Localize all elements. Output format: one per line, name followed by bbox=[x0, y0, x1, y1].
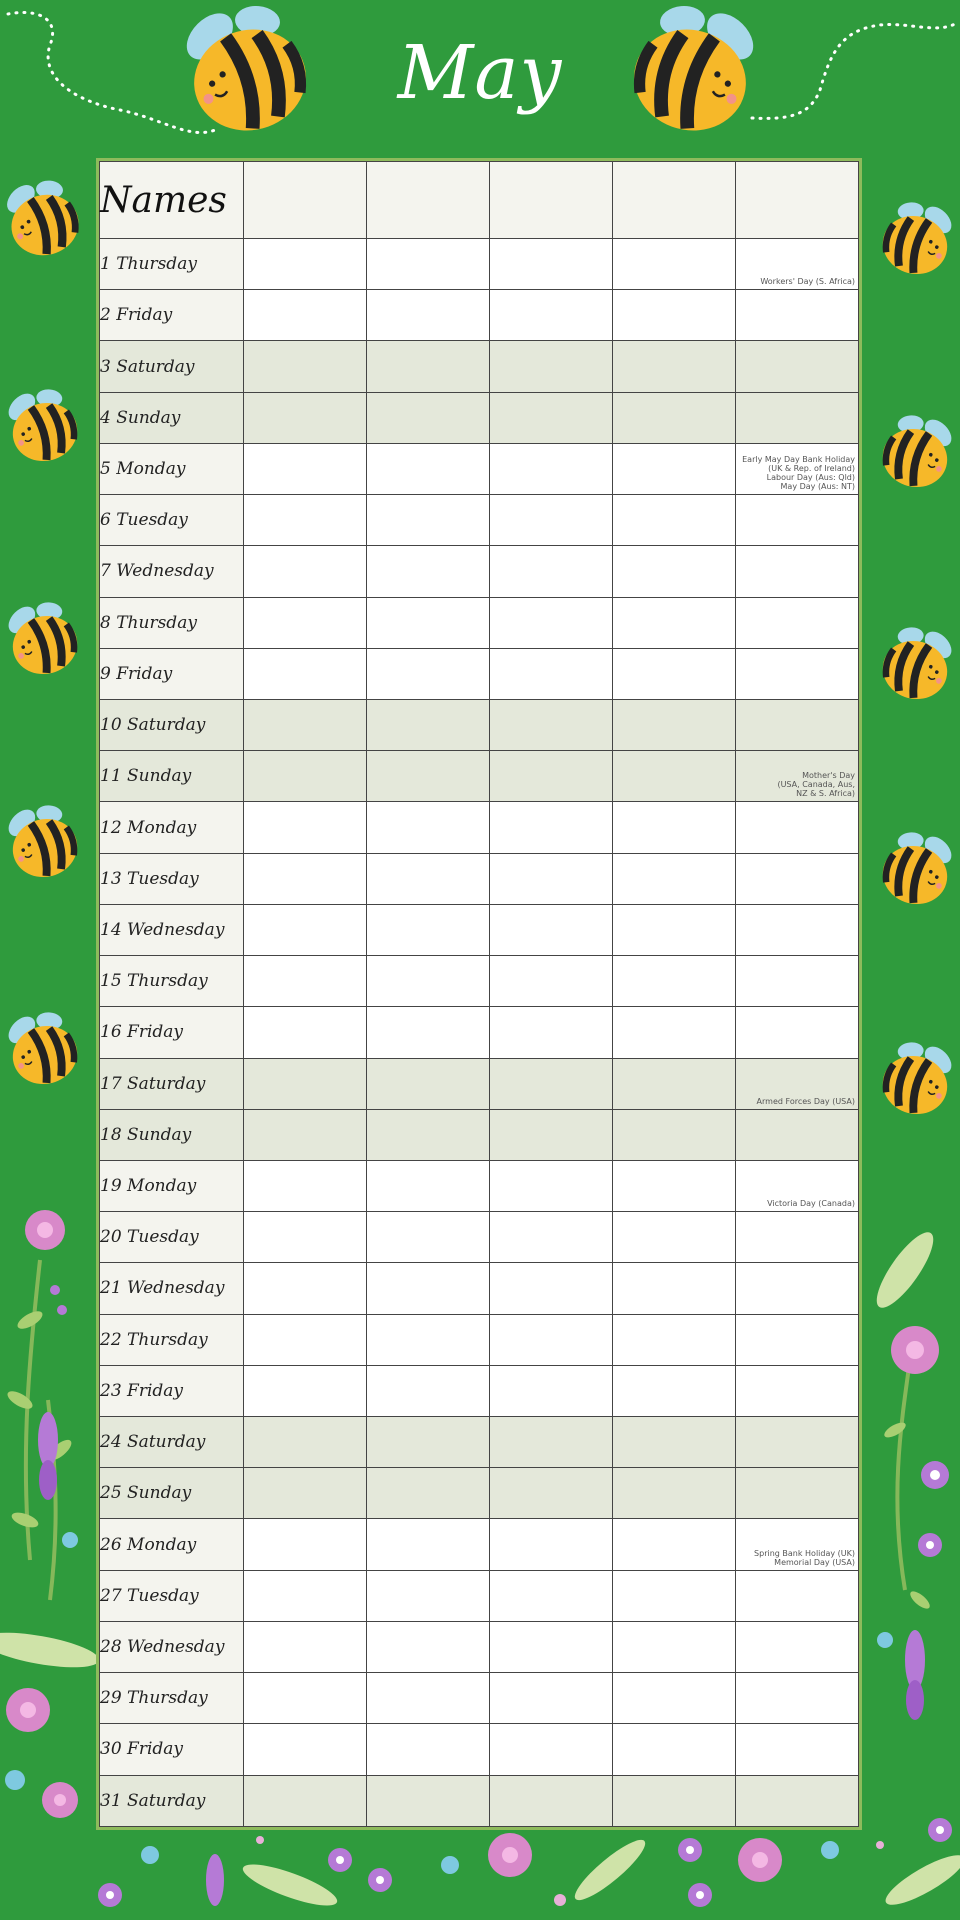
entry-cell[interactable] bbox=[613, 1212, 736, 1263]
entry-cell[interactable] bbox=[244, 1314, 367, 1365]
entry-cell[interactable] bbox=[490, 1468, 613, 1519]
day-row bbox=[100, 1570, 859, 1621]
entry-cell[interactable] bbox=[613, 239, 736, 290]
day-row bbox=[100, 546, 859, 597]
day-row bbox=[100, 1417, 859, 1468]
entry-cell[interactable] bbox=[244, 1519, 367, 1570]
holiday-note: Workers' Day (S. Africa) bbox=[760, 277, 855, 287]
day-row bbox=[100, 1109, 859, 1160]
entry-cell[interactable] bbox=[367, 239, 490, 290]
entry-cell[interactable] bbox=[367, 1160, 490, 1211]
day-row bbox=[100, 1263, 859, 1314]
entry-cell[interactable] bbox=[490, 443, 613, 494]
entry-cell[interactable] bbox=[244, 1109, 367, 1160]
entry-cell[interactable] bbox=[490, 904, 613, 955]
entry-cell[interactable] bbox=[613, 1673, 736, 1724]
entry-cell[interactable] bbox=[736, 392, 859, 443]
day-label: 26 Monday bbox=[100, 1519, 244, 1570]
entry-cell[interactable] bbox=[613, 751, 736, 802]
entry-cell[interactable] bbox=[736, 443, 859, 494]
entry-cell[interactable] bbox=[244, 1724, 367, 1775]
day-row bbox=[100, 648, 859, 699]
entry-cell[interactable] bbox=[244, 341, 367, 392]
entry-cell[interactable] bbox=[490, 392, 613, 443]
entry-cell[interactable] bbox=[613, 546, 736, 597]
entry-cell[interactable] bbox=[736, 1621, 859, 1672]
day-row bbox=[100, 597, 859, 648]
names-header: Names bbox=[100, 162, 244, 239]
day-row bbox=[100, 802, 859, 853]
name-column-4[interactable] bbox=[613, 162, 736, 239]
entry-cell[interactable] bbox=[736, 853, 859, 904]
entry-cell[interactable] bbox=[736, 956, 859, 1007]
entry-cell[interactable] bbox=[490, 1058, 613, 1109]
day-label: 23 Friday bbox=[100, 1365, 244, 1416]
entry-cell[interactable] bbox=[736, 290, 859, 341]
entry-cell[interactable] bbox=[367, 392, 490, 443]
day-label: 21 Wednesday bbox=[100, 1263, 244, 1314]
entry-cell[interactable] bbox=[736, 1673, 859, 1724]
entry-cell[interactable] bbox=[244, 802, 367, 853]
day-label: 10 Saturday bbox=[100, 699, 244, 750]
entry-cell[interactable] bbox=[244, 1058, 367, 1109]
entry-cell[interactable] bbox=[736, 1724, 859, 1775]
bottom-flowers bbox=[98, 1833, 884, 1914]
holiday-note: Mother's Day (USA, Canada, Aus, NZ & S. Africa) bbox=[777, 771, 855, 799]
day-label: 7 Wednesday bbox=[100, 546, 244, 597]
entry-cell[interactable] bbox=[613, 1058, 736, 1109]
entry-cell[interactable] bbox=[490, 1212, 613, 1263]
day-row bbox=[100, 1673, 859, 1724]
entry-cell[interactable] bbox=[736, 1468, 859, 1519]
entry-cell[interactable] bbox=[736, 1263, 859, 1314]
entry-cell[interactable] bbox=[244, 546, 367, 597]
holiday-note: Spring Bank Holiday (UK) Memorial Day (USA) bbox=[754, 1548, 855, 1567]
day-label: 2 Friday bbox=[100, 290, 244, 341]
day-row bbox=[100, 853, 859, 904]
entry-cell[interactable] bbox=[367, 495, 490, 546]
entry-cell[interactable] bbox=[490, 546, 613, 597]
day-row bbox=[100, 699, 859, 750]
day-row bbox=[100, 1468, 859, 1519]
entry-cell[interactable] bbox=[490, 1621, 613, 1672]
day-row bbox=[100, 751, 859, 802]
entry-cell[interactable] bbox=[367, 956, 490, 1007]
entry-cell[interactable] bbox=[613, 648, 736, 699]
entry-cell[interactable] bbox=[244, 1365, 367, 1416]
entry-cell[interactable] bbox=[490, 1673, 613, 1724]
name-column-5[interactable] bbox=[736, 162, 859, 239]
entry-cell[interactable] bbox=[244, 495, 367, 546]
day-label: 31 Saturday bbox=[100, 1775, 244, 1826]
entry-cell[interactable] bbox=[367, 853, 490, 904]
entry-cell[interactable] bbox=[613, 1109, 736, 1160]
day-label: 19 Monday bbox=[100, 1160, 244, 1211]
entry-cell[interactable] bbox=[613, 904, 736, 955]
calendar-table bbox=[96, 158, 862, 1830]
entry-cell[interactable] bbox=[244, 1212, 367, 1263]
entry-cell[interactable] bbox=[736, 1365, 859, 1416]
entry-cell[interactable] bbox=[490, 751, 613, 802]
month-title: May bbox=[397, 30, 563, 116]
entry-cell[interactable] bbox=[736, 495, 859, 546]
entry-cell[interactable] bbox=[367, 1314, 490, 1365]
entry-cell[interactable] bbox=[613, 290, 736, 341]
day-row bbox=[100, 1519, 859, 1570]
entry-cell[interactable] bbox=[613, 1314, 736, 1365]
entry-cell[interactable] bbox=[490, 495, 613, 546]
entry-cell[interactable] bbox=[367, 648, 490, 699]
name-column-3[interactable] bbox=[490, 162, 613, 239]
entry-cell[interactable] bbox=[613, 597, 736, 648]
entry-cell[interactable] bbox=[490, 802, 613, 853]
entry-cell[interactable] bbox=[367, 341, 490, 392]
day-label: 15 Thursday bbox=[100, 956, 244, 1007]
entry-cell[interactable] bbox=[736, 546, 859, 597]
entry-cell[interactable] bbox=[244, 1775, 367, 1826]
entry-cell[interactable] bbox=[736, 239, 859, 290]
name-column-1[interactable] bbox=[244, 162, 367, 239]
entry-cell[interactable] bbox=[736, 1570, 859, 1621]
entry-cell[interactable] bbox=[490, 1570, 613, 1621]
entry-cell[interactable] bbox=[367, 1468, 490, 1519]
day-row bbox=[100, 1314, 859, 1365]
entry-cell[interactable] bbox=[244, 904, 367, 955]
entry-cell[interactable] bbox=[367, 290, 490, 341]
entry-cell[interactable] bbox=[490, 956, 613, 1007]
entry-cell[interactable] bbox=[736, 1417, 859, 1468]
day-label: 25 Sunday bbox=[100, 1468, 244, 1519]
entry-cell[interactable] bbox=[736, 1775, 859, 1826]
entry-cell[interactable] bbox=[613, 1007, 736, 1058]
entry-cell[interactable] bbox=[613, 1519, 736, 1570]
entry-cell[interactable] bbox=[736, 1160, 859, 1211]
day-row bbox=[100, 290, 859, 341]
entry-cell[interactable] bbox=[736, 1109, 859, 1160]
entry-cell[interactable] bbox=[490, 1263, 613, 1314]
entry-cell[interactable] bbox=[367, 1724, 490, 1775]
day-row bbox=[100, 1058, 859, 1109]
entry-cell[interactable] bbox=[490, 341, 613, 392]
entry-cell[interactable] bbox=[367, 1263, 490, 1314]
entry-cell[interactable] bbox=[736, 597, 859, 648]
day-row bbox=[100, 956, 859, 1007]
day-row bbox=[100, 443, 859, 494]
entry-cell[interactable] bbox=[244, 699, 367, 750]
entry-cell[interactable] bbox=[490, 1417, 613, 1468]
entry-cell[interactable] bbox=[367, 1365, 490, 1416]
day-label: 1 Thursday bbox=[100, 239, 244, 290]
entry-cell[interactable] bbox=[244, 290, 367, 341]
entry-cell[interactable] bbox=[490, 1775, 613, 1826]
entry-cell[interactable] bbox=[244, 1673, 367, 1724]
entry-cell[interactable] bbox=[367, 751, 490, 802]
day-label: 18 Sunday bbox=[100, 1109, 244, 1160]
entry-cell[interactable] bbox=[736, 802, 859, 853]
entry-cell[interactable] bbox=[490, 1365, 613, 1416]
day-row bbox=[100, 1007, 859, 1058]
entry-cell[interactable] bbox=[490, 1007, 613, 1058]
entry-cell[interactable] bbox=[613, 1417, 736, 1468]
left-flowers bbox=[0, 1210, 102, 1818]
entry-cell[interactable] bbox=[613, 1724, 736, 1775]
day-label: 28 Wednesday bbox=[100, 1621, 244, 1672]
entry-cell[interactable] bbox=[244, 1621, 367, 1672]
entry-cell[interactable] bbox=[490, 648, 613, 699]
entry-cell[interactable] bbox=[367, 443, 490, 494]
day-label: 14 Wednesday bbox=[100, 904, 244, 955]
day-row bbox=[100, 1621, 859, 1672]
entry-cell[interactable] bbox=[244, 597, 367, 648]
entry-cell[interactable] bbox=[244, 1007, 367, 1058]
entry-cell[interactable] bbox=[613, 1263, 736, 1314]
day-label: 11 Sunday bbox=[100, 751, 244, 802]
entry-cell[interactable] bbox=[613, 853, 736, 904]
day-row bbox=[100, 239, 859, 290]
entry-cell[interactable] bbox=[367, 597, 490, 648]
entry-cell[interactable] bbox=[367, 802, 490, 853]
entry-cell[interactable] bbox=[613, 699, 736, 750]
entry-cell[interactable] bbox=[367, 1673, 490, 1724]
day-row bbox=[100, 341, 859, 392]
day-row bbox=[100, 1160, 859, 1211]
entry-cell[interactable] bbox=[367, 1621, 490, 1672]
entry-cell[interactable] bbox=[490, 853, 613, 904]
entry-cell[interactable] bbox=[244, 1468, 367, 1519]
name-column-2[interactable] bbox=[367, 162, 490, 239]
entry-cell[interactable] bbox=[367, 546, 490, 597]
entry-cell[interactable] bbox=[736, 648, 859, 699]
entry-cell[interactable] bbox=[367, 699, 490, 750]
entry-cell[interactable] bbox=[244, 1263, 367, 1314]
entry-cell[interactable] bbox=[613, 1468, 736, 1519]
day-row bbox=[100, 392, 859, 443]
entry-cell[interactable] bbox=[490, 239, 613, 290]
entry-cell[interactable] bbox=[367, 1775, 490, 1826]
day-row bbox=[100, 1365, 859, 1416]
entry-cell[interactable] bbox=[736, 1007, 859, 1058]
day-label: 12 Monday bbox=[100, 802, 244, 853]
entry-cell[interactable] bbox=[367, 904, 490, 955]
day-label: 3 Saturday bbox=[100, 341, 244, 392]
entry-cell[interactable] bbox=[490, 1724, 613, 1775]
day-label: 5 Monday bbox=[100, 443, 244, 494]
entry-cell[interactable] bbox=[613, 1365, 736, 1416]
entry-cell[interactable] bbox=[736, 1519, 859, 1570]
entry-cell[interactable] bbox=[736, 699, 859, 750]
entry-cell[interactable] bbox=[244, 853, 367, 904]
entry-cell[interactable] bbox=[367, 1570, 490, 1621]
entry-cell[interactable] bbox=[736, 1314, 859, 1365]
day-label: 6 Tuesday bbox=[100, 495, 244, 546]
entry-cell[interactable] bbox=[244, 751, 367, 802]
entry-cell[interactable] bbox=[367, 1007, 490, 1058]
entry-cell[interactable] bbox=[736, 904, 859, 955]
entry-cell[interactable] bbox=[367, 1417, 490, 1468]
header-row bbox=[100, 162, 859, 239]
entry-cell[interactable] bbox=[736, 1058, 859, 1109]
entry-cell[interactable] bbox=[613, 495, 736, 546]
entry-cell[interactable] bbox=[490, 1109, 613, 1160]
entry-cell[interactable] bbox=[367, 1212, 490, 1263]
day-label: 16 Friday bbox=[100, 1007, 244, 1058]
entry-cell[interactable] bbox=[736, 751, 859, 802]
day-label: 9 Friday bbox=[100, 648, 244, 699]
holiday-note: Armed Forces Day (USA) bbox=[756, 1096, 855, 1106]
day-label: 17 Saturday bbox=[100, 1058, 244, 1109]
entry-cell[interactable] bbox=[490, 699, 613, 750]
day-label: 20 Tuesday bbox=[100, 1212, 244, 1263]
entry-cell[interactable] bbox=[244, 239, 367, 290]
day-label: 24 Saturday bbox=[100, 1417, 244, 1468]
holiday-note: Victoria Day (Canada) bbox=[767, 1199, 855, 1209]
right-flowers bbox=[868, 1225, 960, 1913]
entry-cell[interactable] bbox=[736, 1212, 859, 1263]
entry-cell[interactable] bbox=[244, 443, 367, 494]
entry-cell[interactable] bbox=[244, 1160, 367, 1211]
entry-cell[interactable] bbox=[613, 1621, 736, 1672]
day-label: 13 Tuesday bbox=[100, 853, 244, 904]
entry-cell[interactable] bbox=[613, 392, 736, 443]
day-row bbox=[100, 1212, 859, 1263]
entry-cell[interactable] bbox=[613, 1570, 736, 1621]
entry-cell[interactable] bbox=[613, 802, 736, 853]
entry-cell[interactable] bbox=[367, 1058, 490, 1109]
entry-cell[interactable] bbox=[736, 341, 859, 392]
entry-cell[interactable] bbox=[244, 956, 367, 1007]
entry-cell[interactable] bbox=[490, 1314, 613, 1365]
day-row bbox=[100, 1775, 859, 1826]
day-label: 8 Thursday bbox=[100, 597, 244, 648]
entry-cell[interactable] bbox=[490, 597, 613, 648]
day-label: 22 Thursday bbox=[100, 1314, 244, 1365]
day-label: 30 Friday bbox=[100, 1724, 244, 1775]
entry-cell[interactable] bbox=[490, 290, 613, 341]
entry-cell[interactable] bbox=[613, 1160, 736, 1211]
day-label: 29 Thursday bbox=[100, 1673, 244, 1724]
day-row bbox=[100, 904, 859, 955]
entry-cell[interactable] bbox=[613, 341, 736, 392]
day-label: 27 Tuesday bbox=[100, 1570, 244, 1621]
entry-cell[interactable] bbox=[244, 1417, 367, 1468]
entry-cell[interactable] bbox=[613, 956, 736, 1007]
day-row bbox=[100, 1724, 859, 1775]
entry-cell[interactable] bbox=[613, 443, 736, 494]
entry-cell[interactable] bbox=[367, 1519, 490, 1570]
entry-cell[interactable] bbox=[244, 392, 367, 443]
entry-cell[interactable] bbox=[613, 1775, 736, 1826]
entry-cell[interactable] bbox=[490, 1160, 613, 1211]
entry-cell[interactable] bbox=[490, 1519, 613, 1570]
day-row bbox=[100, 495, 859, 546]
entry-cell[interactable] bbox=[244, 648, 367, 699]
entry-cell[interactable] bbox=[244, 1570, 367, 1621]
day-label: 4 Sunday bbox=[100, 392, 244, 443]
holiday-note: Early May Day Bank Holiday (UK & Rep. of Ireland) Labour Day (Aus: Qld) May Day (Aus: NT) bbox=[742, 455, 855, 492]
entry-cell[interactable] bbox=[367, 1109, 490, 1160]
